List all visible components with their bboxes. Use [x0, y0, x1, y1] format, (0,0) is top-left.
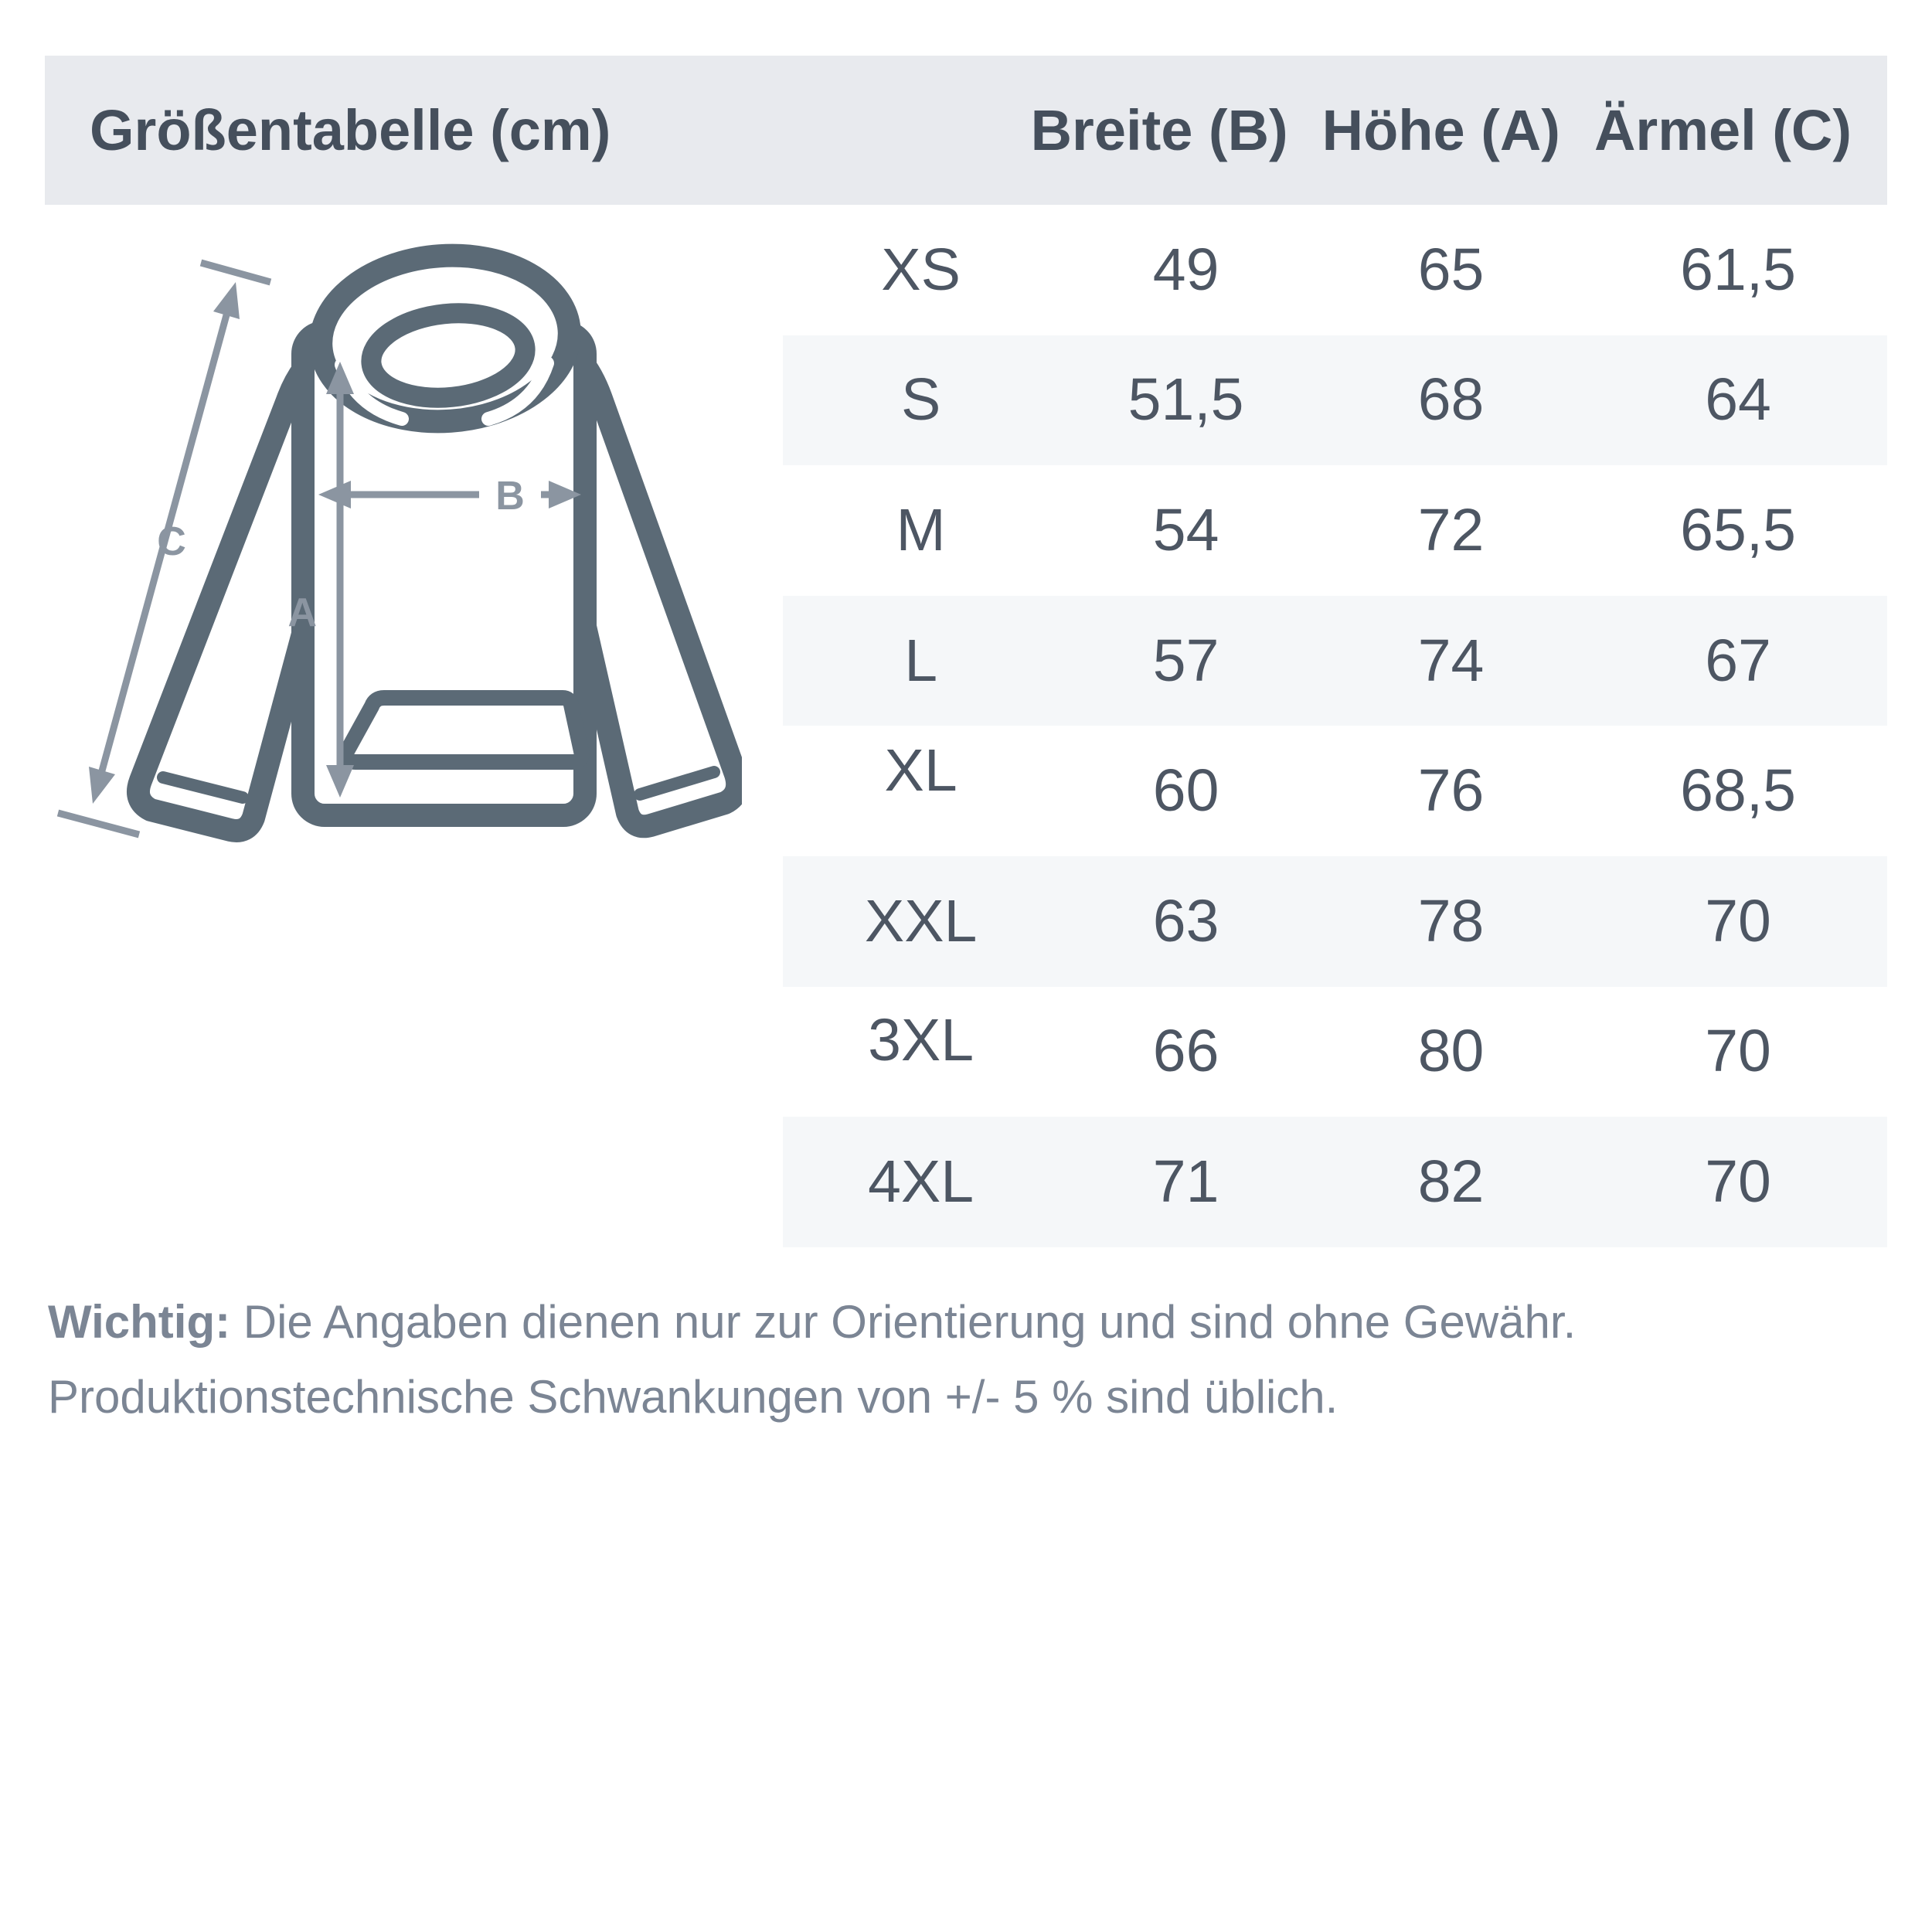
disclaimer-lead: Wichtig:: [48, 1296, 231, 1348]
cell-size: M: [896, 496, 946, 563]
cell-aermel: 64: [1705, 366, 1771, 434]
cell-hoehe: 78: [1417, 887, 1485, 954]
cell-aermel: 68,5: [1680, 757, 1796, 825]
disclaimer-note: [48, 1284, 1887, 1434]
cell-breite: 63: [1152, 887, 1219, 954]
hoodie-pocket-icon: [346, 698, 581, 762]
column-header-aermel: Ärmel (C): [1594, 98, 1852, 162]
cell-hoehe: 74: [1417, 627, 1485, 694]
cell-aermel: 65,5: [1680, 496, 1796, 563]
cell-aermel: 70: [1705, 887, 1771, 954]
arrow-c-top-tick: [201, 263, 270, 282]
arrow-c-bottom-tick: [58, 813, 139, 835]
cell-hoehe: 68: [1417, 366, 1485, 434]
disclaimer-line-2: Produktionstechnische Schwankungen von +/- 5 % sind üblich.: [48, 1371, 1338, 1423]
cell-breite: 54: [1152, 496, 1219, 563]
table-row-xs: [783, 205, 1887, 335]
cell-aermel: 70: [1705, 1148, 1771, 1215]
hoodie-hood-inner-icon: [367, 306, 529, 405]
cell-size: 4XL: [868, 1148, 975, 1215]
size-table: [783, 205, 1887, 1247]
cell-size: XXL: [864, 887, 978, 954]
cell-size: 3XL: [868, 1007, 975, 1074]
table-row-s: [783, 335, 1887, 466]
arrow-a-label: A: [287, 590, 317, 635]
arrow-c-label: C: [157, 519, 186, 564]
cell-size: XL: [884, 737, 957, 804]
table-row-4xl: [783, 1117, 1887, 1247]
cell-breite: 71: [1152, 1148, 1219, 1215]
column-header-hoehe: Höhe (A): [1321, 98, 1560, 162]
disclaimer-text-1: Die Angaben dienen nur zur Orientierung und sind ohne Gewähr.: [243, 1296, 1577, 1348]
cell-size: L: [904, 627, 938, 694]
cell-breite: 57: [1152, 627, 1219, 694]
column-header-breite: Breite (B): [1030, 98, 1288, 162]
cell-aermel: 67: [1705, 627, 1771, 694]
arrow-c-head-bottom: [89, 767, 115, 804]
cell-aermel: 61,5: [1680, 236, 1796, 303]
column-headers: [1031, 97, 1852, 163]
table-row-3xl: [783, 987, 1887, 1117]
cell-breite: 66: [1152, 1018, 1219, 1085]
table-row-xl: [783, 726, 1887, 856]
arrow-b-label: B: [495, 474, 525, 519]
cell-breite: 51,5: [1128, 366, 1244, 434]
cell-size: XS: [881, 236, 961, 303]
cell-size: S: [900, 366, 941, 434]
cell-hoehe: 72: [1417, 496, 1485, 563]
cell-breite: 49: [1152, 236, 1219, 303]
table-row-m: [783, 465, 1887, 596]
hoodie-diagram-icon: [46, 139, 742, 873]
cell-hoehe: 65: [1417, 236, 1485, 303]
cell-aermel: 70: [1705, 1018, 1771, 1085]
hoodie-measurement-diagram: [46, 139, 742, 873]
table-row-xxl: [783, 856, 1887, 987]
cell-hoehe: 82: [1417, 1148, 1485, 1215]
cell-hoehe: 80: [1417, 1018, 1485, 1085]
table-row-l: [783, 596, 1887, 726]
disclaimer-line-1: [48, 1284, 1887, 1359]
page-title: Größentabelle (cm): [90, 98, 611, 162]
cell-breite: 60: [1152, 757, 1219, 825]
cell-hoehe: 76: [1417, 757, 1485, 825]
arrow-c-head-top: [213, 282, 240, 319]
